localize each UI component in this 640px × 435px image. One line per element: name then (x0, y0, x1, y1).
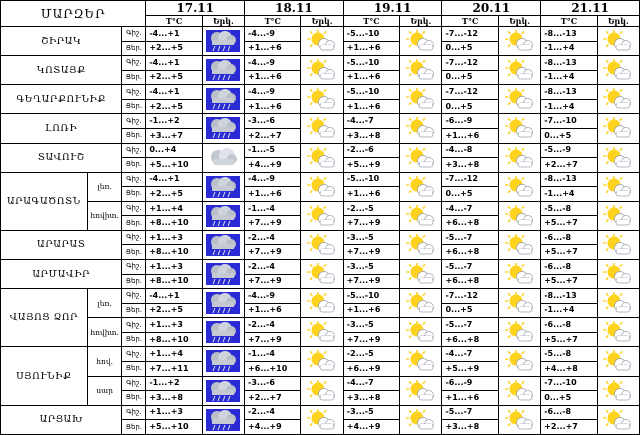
night-temp-value: -3...-5 (343, 405, 399, 420)
day-temp-value: -1...+4 (541, 303, 597, 318)
sun-cloud-icon (301, 230, 343, 259)
sun-cloud-icon (400, 405, 442, 434)
rain-icon (202, 114, 244, 143)
day-temp-value: +1...+6 (245, 41, 301, 56)
day-temp-value: +8...+10 (146, 216, 202, 231)
night-temp-value: -6...-9 (442, 114, 498, 129)
day-temp-value: +6...+8 (442, 332, 498, 347)
night-temp-value: -4...-9 (245, 289, 301, 304)
sun-cloud-icon (400, 376, 442, 405)
region-sublabel: լեռ. (87, 289, 122, 318)
sun-cloud-icon (301, 172, 343, 201)
region-label: ԱՐԱՐԱՏ (1, 230, 122, 259)
forecast-body (1, 27, 640, 435)
night-temp-value: +1...+3 (146, 260, 202, 275)
day-temp-value: +2...+7 (541, 158, 597, 173)
region-label: ՏԱՎՈՒՇ (1, 143, 122, 172)
night-temp-value: -4...-9 (245, 172, 301, 187)
sun-cloud-icon (301, 347, 343, 376)
day-temp-value: +7...+9 (343, 245, 399, 260)
sun-cloud-icon (400, 318, 442, 347)
day-temp-value: +7...+9 (343, 216, 399, 231)
sun-cloud-icon (597, 260, 639, 289)
sun-cloud-icon (498, 172, 540, 201)
sun-cloud-icon (498, 405, 540, 434)
day-temp-value: +1...+6 (245, 303, 301, 318)
night-label: Գիշ. (122, 260, 146, 275)
day-label: Ցեր. (122, 303, 146, 318)
night-temp-value: -6...-8 (541, 260, 597, 275)
night-temp-value: -4...-7 (343, 376, 399, 391)
day-temp-value: +3...+8 (343, 391, 399, 406)
day-temp-value: +1...+6 (343, 41, 399, 56)
night-temp-value: -6...-8 (541, 318, 597, 333)
day-temp-value: +2...+5 (146, 187, 202, 202)
night-temp-value: -5...-10 (343, 289, 399, 304)
night-temp-value: -5...-7 (442, 260, 498, 275)
table-row (1, 201, 640, 216)
night-temp-value: -4...-7 (343, 114, 399, 129)
night-temp-value: -8...-13 (541, 27, 597, 42)
sun-cloud-icon (301, 27, 343, 56)
day-temp-value: +3...+8 (442, 420, 498, 435)
day-temp-value: +2...+5 (146, 41, 202, 56)
rain-icon (202, 318, 244, 347)
night-temp-value: -5...-7 (442, 230, 498, 245)
day-temp-value: +3...+7 (146, 128, 202, 143)
region-label: ՍՅՈՒՆԻՔ (1, 347, 88, 405)
sun-cloud-icon (400, 347, 442, 376)
night-temp-value: -3...-5 (343, 230, 399, 245)
header-date-1: 18.11 (245, 1, 344, 16)
night-temp-value: -5...-10 (343, 85, 399, 100)
sun-cloud-icon (498, 289, 540, 318)
day-temp-value: +1...+6 (442, 128, 498, 143)
sun-cloud-icon (498, 85, 540, 114)
rain-icon (202, 172, 244, 201)
night-temp-value: -3...-5 (343, 260, 399, 275)
night-temp-value: -8...-13 (541, 85, 597, 100)
table-row (1, 114, 640, 129)
header-temp-1: T°C (245, 16, 301, 27)
day-temp-value: +1...+6 (245, 99, 301, 114)
night-temp-value: -1...-4 (245, 201, 301, 216)
sun-cloud-icon (400, 230, 442, 259)
region-sublabel: հով. (87, 347, 122, 376)
night-temp-value: -5...-10 (343, 56, 399, 71)
sun-cloud-icon (301, 201, 343, 230)
region-sublabel: լեռ. (87, 172, 122, 201)
sun-cloud-icon (400, 56, 442, 85)
night-label: Գիշ. (122, 347, 146, 362)
sun-cloud-icon (597, 318, 639, 347)
night-temp-value: -3...-6 (245, 376, 301, 391)
day-temp-value: 0...+5 (442, 99, 498, 114)
day-temp-value: +8...+10 (146, 274, 202, 289)
night-temp-value: +1...+4 (146, 201, 202, 216)
night-temp-value: -1...-4 (245, 347, 301, 362)
night-label: Գիշ. (122, 172, 146, 187)
night-temp-value: -5...-7 (442, 405, 498, 420)
rain-icon (202, 405, 244, 434)
night-temp-value: -4...-9 (245, 56, 301, 71)
night-temp-value: +1...+3 (146, 230, 202, 245)
rain-icon (202, 56, 244, 85)
sun-cloud-icon (400, 172, 442, 201)
day-temp-value: +4...+9 (245, 420, 301, 435)
day-temp-value: -1...+4 (541, 99, 597, 114)
day-label: Ցեր. (122, 274, 146, 289)
night-temp-value: -5...-8 (541, 347, 597, 362)
night-temp-value: -7...-12 (442, 27, 498, 42)
day-temp-value: +1...+6 (245, 70, 301, 85)
header-temp-2: T°C (343, 16, 399, 27)
day-temp-value: +2...+5 (146, 303, 202, 318)
table-row (1, 289, 640, 304)
night-temp-value: -5...-7 (442, 318, 498, 333)
sun-cloud-icon (301, 85, 343, 114)
day-temp-value: +6...+10 (245, 361, 301, 376)
sun-cloud-icon (597, 347, 639, 376)
sun-cloud-icon (498, 318, 540, 347)
table-row (1, 347, 640, 362)
night-temp-value: -4...-8 (442, 143, 498, 158)
day-label: Ցեր. (122, 158, 146, 173)
night-label: Գիշ. (122, 85, 146, 100)
table-row (1, 230, 640, 245)
sun-cloud-icon (400, 289, 442, 318)
sun-cloud-icon (301, 405, 343, 434)
night-temp-value: -7...-12 (442, 56, 498, 71)
day-temp-value: +5...+7 (541, 274, 597, 289)
night-label: Գիշ. (122, 230, 146, 245)
night-temp-value: -4...+1 (146, 27, 202, 42)
night-temp-value: -3...-6 (245, 114, 301, 129)
day-temp-value: 0...+5 (541, 128, 597, 143)
header-regions: ՄԱՐԶԵՐ (1, 1, 146, 27)
sun-cloud-icon (400, 201, 442, 230)
night-temp-value: -2...-4 (245, 318, 301, 333)
day-temp-value: +7...+11 (146, 361, 202, 376)
night-temp-value: -7...-10 (541, 376, 597, 391)
sun-cloud-icon (498, 376, 540, 405)
day-temp-value: 0...+5 (442, 70, 498, 85)
sun-cloud-icon (597, 172, 639, 201)
region-sublabel: սար (87, 376, 122, 405)
night-label: Գիշ. (122, 143, 146, 158)
region-label: ԿՈՏԱՅՔ (1, 56, 122, 85)
sun-cloud-icon (498, 230, 540, 259)
table-row (1, 85, 640, 100)
night-temp-value: -4...+1 (146, 172, 202, 187)
day-temp-value: +1...+6 (343, 99, 399, 114)
night-temp-value: -2...-5 (343, 347, 399, 362)
day-label: Ցեր. (122, 216, 146, 231)
day-temp-value: +6...+8 (442, 274, 498, 289)
day-temp-value: -1...+4 (541, 187, 597, 202)
header-date-2: 19.11 (343, 1, 442, 16)
night-temp-value: -5...-9 (541, 143, 597, 158)
header-temp-3: T°C (442, 16, 498, 27)
day-temp-value: +7...+9 (343, 332, 399, 347)
day-temp-value: +7...+9 (245, 245, 301, 260)
night-temp-value: -4...+1 (146, 85, 202, 100)
rain-icon (202, 289, 244, 318)
night-temp-value: -4...-9 (245, 27, 301, 42)
night-temp-value: -8...-13 (541, 289, 597, 304)
sun-cloud-icon (597, 27, 639, 56)
day-temp-value: +2...+5 (146, 70, 202, 85)
rain-icon (202, 230, 244, 259)
sun-cloud-icon (597, 289, 639, 318)
day-label: Ցեր. (122, 70, 146, 85)
region-sublabel: հովիտ. (87, 318, 122, 347)
sun-cloud-icon (498, 201, 540, 230)
day-label: Ցեր. (122, 391, 146, 406)
night-temp-value: -4...-7 (442, 201, 498, 216)
day-temp-value: +3...+8 (442, 158, 498, 173)
day-temp-value: +2...+7 (245, 391, 301, 406)
day-temp-value: +4...+8 (541, 361, 597, 376)
sun-cloud-icon (597, 376, 639, 405)
night-temp-value: -8...-13 (541, 172, 597, 187)
day-temp-value: +7...+9 (245, 216, 301, 231)
region-label: ՇԻՐԱԿ (1, 27, 122, 56)
night-label: Գիշ. (122, 318, 146, 333)
night-temp-value: -1...-5 (245, 143, 301, 158)
night-temp-value: +1...+4 (146, 347, 202, 362)
header-sky-2: Երկ. (400, 16, 442, 27)
night-temp-value: -2...-6 (343, 143, 399, 158)
day-temp-value: +5...+7 (541, 332, 597, 347)
night-temp-value: -6...-8 (541, 405, 597, 420)
header-row-dates (1, 1, 640, 16)
day-temp-value: +5...+10 (146, 420, 202, 435)
night-label: Գիշ. (122, 376, 146, 391)
night-temp-value: -1...+2 (146, 114, 202, 129)
day-label: Ցեր. (122, 128, 146, 143)
day-temp-value: +5...+10 (146, 158, 202, 173)
region-label: ԱՐՑԱԽ (1, 405, 122, 434)
header-sky-4: Երկ. (597, 16, 639, 27)
day-temp-value: +6...+8 (442, 245, 498, 260)
region-label: ԼՈՌԻ (1, 114, 122, 143)
sun-cloud-icon (498, 143, 540, 172)
day-label: Ցեր. (122, 332, 146, 347)
sun-cloud-icon (597, 85, 639, 114)
day-temp-value: 0...+5 (442, 41, 498, 56)
region-label: ԱՐԱԳԱԾՈՏՆ (1, 172, 88, 230)
day-temp-value: +2...+5 (146, 99, 202, 114)
region-label: ՎԱՅՈՑ ՁՈՐ (1, 289, 88, 347)
sun-cloud-icon (498, 347, 540, 376)
day-temp-value: +6...+8 (442, 216, 498, 231)
day-temp-value: +8...+10 (146, 332, 202, 347)
day-temp-value: +5...+9 (442, 361, 498, 376)
header-temp-4: T°C (541, 16, 597, 27)
rain-icon (202, 260, 244, 289)
day-temp-value: 0...+5 (541, 391, 597, 406)
night-temp-value: -4...-7 (442, 347, 498, 362)
cloud-icon (202, 143, 244, 172)
day-temp-value: -1...+4 (541, 70, 597, 85)
sun-cloud-icon (498, 56, 540, 85)
night-label: Գիշ. (122, 56, 146, 71)
header-date-0: 17.11 (146, 1, 245, 16)
night-label: Գիշ. (122, 114, 146, 129)
night-temp-value: -1...+2 (146, 376, 202, 391)
night-temp-value: -4...+1 (146, 289, 202, 304)
day-temp-value: +7...+9 (343, 274, 399, 289)
sun-cloud-icon (498, 114, 540, 143)
night-temp-value: -3...-5 (343, 318, 399, 333)
table-row (1, 318, 640, 333)
day-temp-value: +1...+6 (343, 303, 399, 318)
night-temp-value: -7...-10 (541, 114, 597, 129)
night-temp-value: +1...+3 (146, 405, 202, 420)
night-temp-value: -7...-12 (442, 85, 498, 100)
header-sky-0: Երկ. (202, 16, 244, 27)
rain-icon (202, 27, 244, 56)
region-sublabel: հովիտ. (87, 201, 122, 230)
rain-icon (202, 201, 244, 230)
sun-cloud-icon (301, 56, 343, 85)
day-temp-value: +1...+6 (245, 187, 301, 202)
sun-cloud-icon (597, 405, 639, 434)
table-row (1, 172, 640, 187)
sun-cloud-icon (597, 114, 639, 143)
sun-cloud-icon (597, 143, 639, 172)
night-label: Գիշ. (122, 27, 146, 42)
sun-cloud-icon (597, 201, 639, 230)
sun-cloud-icon (400, 85, 442, 114)
day-temp-value: +2...+7 (541, 420, 597, 435)
sun-cloud-icon (301, 260, 343, 289)
header-date-4: 21.11 (541, 1, 640, 16)
sun-cloud-icon (400, 143, 442, 172)
night-label: Գիշ. (122, 405, 146, 420)
header-sky-3: Երկ. (498, 16, 540, 27)
day-temp-value: +1...+6 (442, 391, 498, 406)
night-temp-value: -5...-10 (343, 27, 399, 42)
rain-icon (202, 347, 244, 376)
sun-cloud-icon (400, 114, 442, 143)
day-temp-value: +4...+9 (245, 158, 301, 173)
day-temp-value: 0...+5 (442, 187, 498, 202)
sun-cloud-icon (498, 27, 540, 56)
table-row (1, 405, 640, 420)
night-temp-value: -2...-4 (245, 230, 301, 245)
night-temp-value: -5...-10 (343, 172, 399, 187)
day-temp-value: +1...+6 (343, 187, 399, 202)
day-temp-value: +5...+7 (541, 216, 597, 231)
night-temp-value: -6...-9 (442, 376, 498, 391)
night-temp-value: -5...-8 (541, 201, 597, 216)
night-temp-value: -7...-12 (442, 172, 498, 187)
sun-cloud-icon (400, 27, 442, 56)
night-temp-value: -8...-13 (541, 56, 597, 71)
header-temp-0: T°C (146, 16, 202, 27)
night-temp-value: 0...+4 (146, 143, 202, 158)
night-temp-value: -7...-12 (442, 289, 498, 304)
table-row (1, 376, 640, 391)
sun-cloud-icon (597, 230, 639, 259)
rain-icon (202, 85, 244, 114)
sun-cloud-icon (301, 143, 343, 172)
sun-cloud-icon (301, 289, 343, 318)
day-label: Ցեր. (122, 99, 146, 114)
table-row (1, 260, 640, 275)
header-sky-1: Երկ. (301, 16, 343, 27)
day-temp-value: +5...+9 (343, 158, 399, 173)
night-temp-value: -4...-9 (245, 85, 301, 100)
sun-cloud-icon (498, 260, 540, 289)
night-temp-value: -2...-4 (245, 405, 301, 420)
sun-cloud-icon (597, 56, 639, 85)
day-label: Ցեր. (122, 245, 146, 260)
night-label: Գիշ. (122, 201, 146, 216)
table-row (1, 56, 640, 71)
rain-icon (202, 376, 244, 405)
day-temp-value: -1...+4 (541, 41, 597, 56)
night-temp-value: +1...+3 (146, 318, 202, 333)
day-temp-value: +3...+8 (146, 391, 202, 406)
day-label: Ցեր. (122, 361, 146, 376)
sun-cloud-icon (301, 114, 343, 143)
sun-cloud-icon (301, 376, 343, 405)
day-temp-value: +7...+9 (245, 332, 301, 347)
day-temp-value: +7...+9 (245, 274, 301, 289)
region-label: ԳԵՂԱՐՔՈՒՆԻՔ (1, 85, 122, 114)
day-temp-value: +6...+9 (343, 361, 399, 376)
day-temp-value: +3...+8 (343, 128, 399, 143)
table-row (1, 143, 640, 158)
day-temp-value: +2...+7 (245, 128, 301, 143)
night-temp-value: -2...-5 (343, 201, 399, 216)
header-date-3: 20.11 (442, 1, 541, 16)
day-temp-value: +8...+10 (146, 245, 202, 260)
table-row (1, 27, 640, 42)
day-temp-value: +5...+7 (541, 245, 597, 260)
night-label: Գիշ. (122, 289, 146, 304)
day-label: Ցեր. (122, 420, 146, 435)
night-temp-value: -2...-4 (245, 260, 301, 275)
sun-cloud-icon (301, 318, 343, 347)
day-temp-value: +4...+9 (343, 420, 399, 435)
day-label: Ցեր. (122, 187, 146, 202)
day-label: Ցեր. (122, 41, 146, 56)
night-temp-value: -6...-8 (541, 230, 597, 245)
day-temp-value: +1...+6 (343, 70, 399, 85)
region-label: ԱՐՄԱՎԻՐ (1, 260, 122, 289)
sun-cloud-icon (400, 260, 442, 289)
night-temp-value: -4...+1 (146, 56, 202, 71)
day-temp-value: 0...+5 (442, 303, 498, 318)
